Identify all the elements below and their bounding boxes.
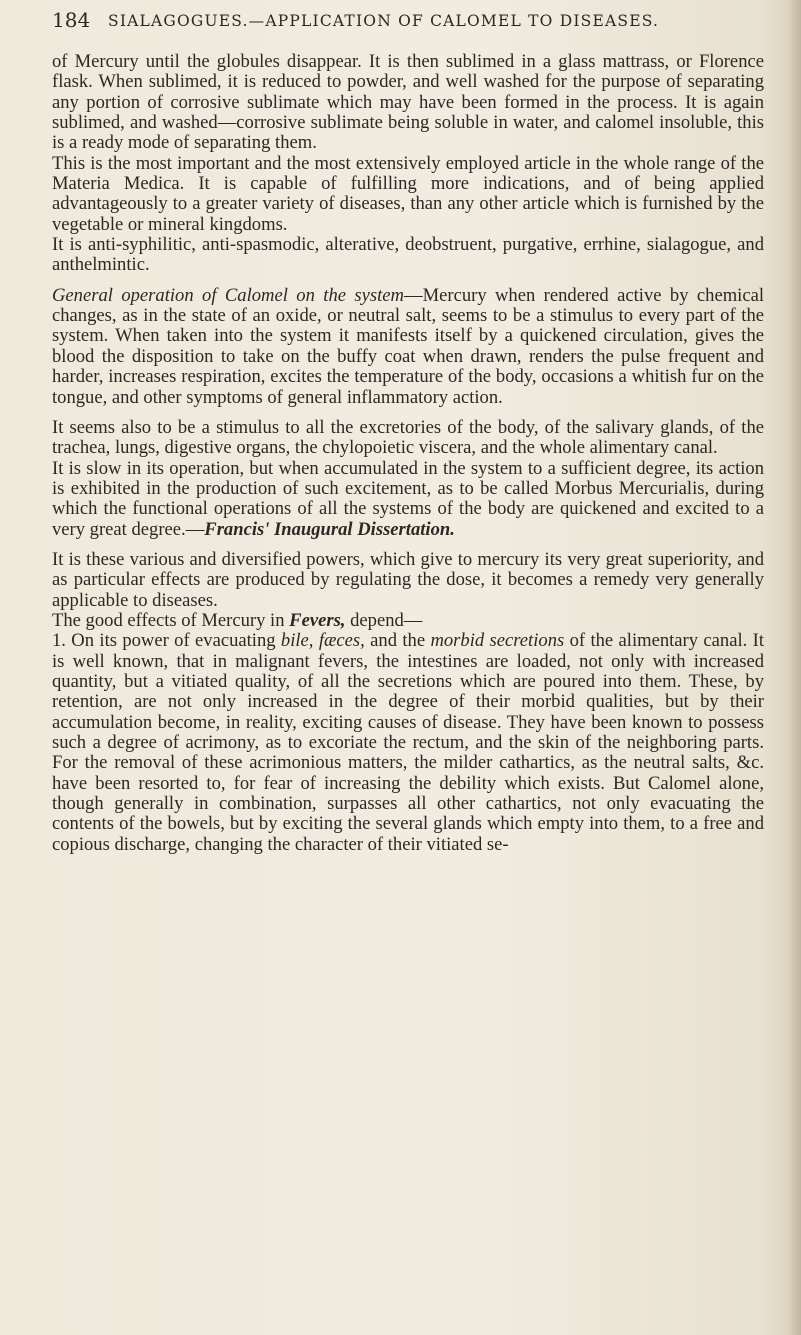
section-heading-general-operation: General operation of Calomel on the system <box>52 284 404 306</box>
paragraph-properties: It is anti-syphilitic, anti-spasmodic, alterative, deobstruent, purgative, errhine, sialagogue, and anthelmintic. <box>52 234 764 276</box>
body-text <box>52 52 764 855</box>
slow-operation-text: It is slow in its operation, but when accumulated in the system to a sufficient degree, its action is exhibited in the production of such excitement, as to be called Morbus Mercurialis, during which the functional operations of all the systems of the body are quickened and excited to a very great degree.— <box>52 457 764 540</box>
paragraph-sublimation: of Mercury until the globules disappear. It is then sublimed in a glass mattrass, or Florence flask. When sublimed, it is reduced to powder, and well washed for the purpose of separating any portion of corrosive sublimate which may have been formed in the process. It is again sublimed, and washed—corrosive sublimate being soluble in water, and calomel insoluble, this is a ready mode of separating them. <box>52 51 764 154</box>
fevers-intro-text: The good effects of Mercury in <box>52 609 290 631</box>
general-operation-text: —Mercury when rendered active by chemical changes, as in the state of an oxide, or neutral salt, seems to be a stimulus to every part of the system. When taken into the system it manifests itself by a quickened circulation, gives the blood the disposition to take on the buffy coat when drawn, renders the pulse frequent and harder, increases respiration, excites the temperature of the body, occasions a whitish fur on the tongue, and other symptoms of general inflammatory action. <box>52 284 764 408</box>
paragraph-excretories: It seems also to be a stimulus to all the excretories of the body, of the salivary glands, of the trachea, lungs, digestive organs, the chylopoietic viscera, and the whole alimentary canal. <box>52 416 764 459</box>
citation-source: Francis' Inaugural Dissertation. <box>204 518 455 540</box>
page-header <box>52 8 752 32</box>
evacuating-text-rest: of the alimentary canal. It is well known, that in malignant fevers, the intestines are loaded, not only with increased quantity, but a vitiated quality, of all the secretions which are poured into them. These, by retention, are not only increased in the degree of their morbid qualities, but by their accumulation become, in reality, exciting causes of disease. They have been known to possess such a degree of acrimony, as to excoriate the rectum, and the skin of the neighboring parts. For the removal of these acrimonious matters, the milder cathartics, as the neutral salts, &c. have been resorted to, for fear of increasing the debility which exists. But Calomel alone, though generally in combination, surpasses all other cathartics, not only evacuating the contents of the bowels, but by exciting the several glands which empty into them, to a free and copious discharge, changing the character of their vitiated se- <box>52 630 764 855</box>
paragraph-importance: This is the most important and the most extensively employed article in the whole range of the Materia Medica. It is capable of fulfilling more indications, and of being applied advantageously to a greater variety of diseases, than any other article which is furnished by the vegetable or mineral kingdoms. <box>52 152 764 235</box>
paragraph-general-operation <box>52 286 764 408</box>
paragraph-diversified-powers: It is these various and diversified powers, which give to mercury its very great superiority, and as particular effects are produced by regulating the dose, it becomes a remedy very generally applicable to diseases. <box>52 548 764 611</box>
evacuating-text-start: 1. On its power of evacuating <box>52 630 281 652</box>
paragraph-slow-operation <box>52 459 764 540</box>
fevers-term: Fevers, <box>289 609 346 631</box>
fevers-intro-tail: depend— <box>345 609 423 631</box>
running-head: SIALAGOGUES.—APPLICATION OF CALOMEL TO DISEASES. <box>108 12 660 30</box>
page-number: 184 <box>52 8 91 32</box>
morbid-secretions-term: morbid secretions <box>430 630 565 652</box>
evacuating-text-mid: and the <box>364 630 431 652</box>
bile-faeces-term: bile, fæces, <box>280 630 365 652</box>
paragraph-fevers-intro <box>52 611 764 631</box>
page-edge-shadow <box>787 0 801 1335</box>
paragraph-evacuating-bile <box>52 631 764 855</box>
